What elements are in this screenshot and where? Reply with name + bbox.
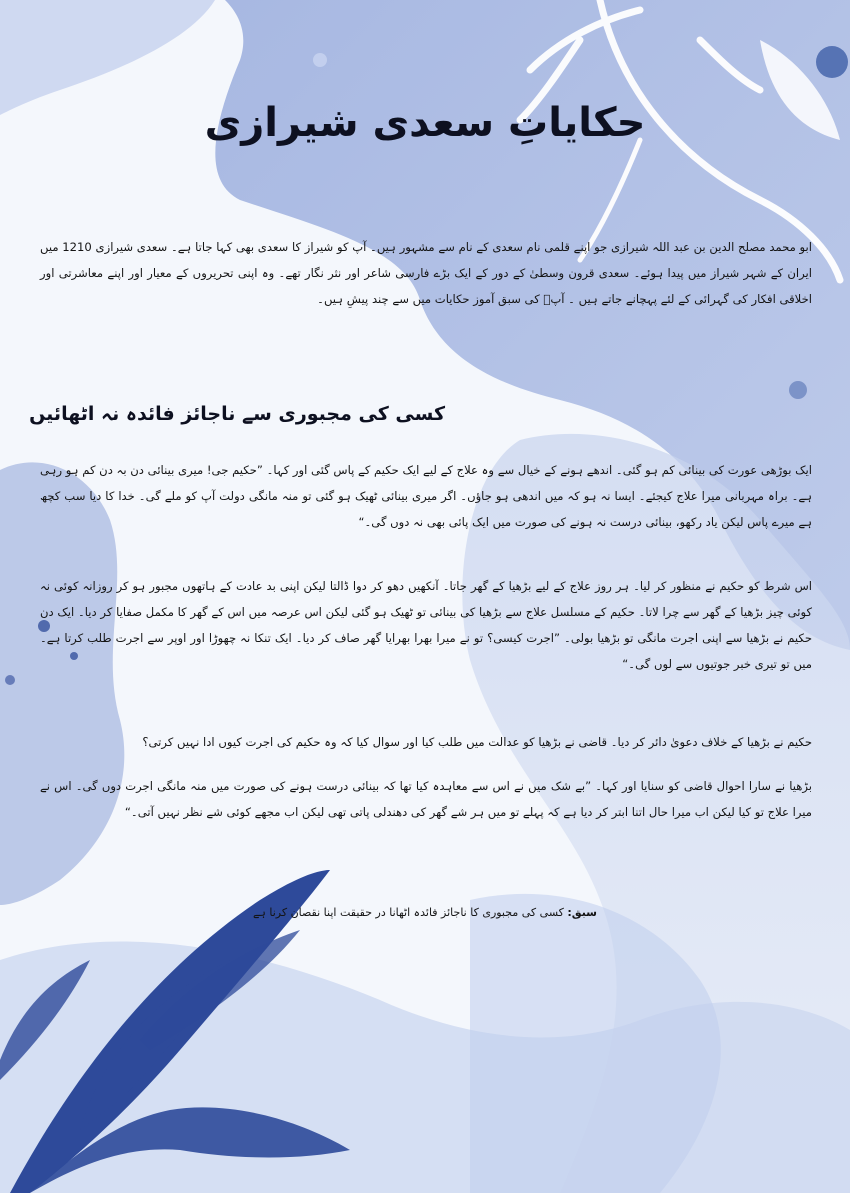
- moral-line: [0, 906, 850, 919]
- intro-paragraph: ابو محمد مصلح الدین بن عبد اللہ شیرازی جو اپنے قلمی نام سعدی کے نام سے مشہور ہیں۔ آپ کو شیراز کا سعدی بھی کہا جاتا ہے۔ سعدی شیرازی 1210 میں ایران کے شہر شیراز میں پیدا ہوئے۔ سعدی قرون وسطیٰ کے دور کے ایک بڑے فارسی شاعر اور نثر نگار تھے۔ وہ اپنی تحریروں کے معیار اور اپنے معاشرتی اور اخلاقی افکار کی گہرائی کے لئے پہچانے جاتے ہیں ۔ آپؒ کی سبق آموز حکایات میں سے چند پیشِ ہیں۔: [40, 240, 812, 306]
- story-heading: کسی کی مجبوری سے ناجائز فائدہ نہ اٹھائیں: [29, 403, 445, 425]
- story-paragraph-2: اس شرط کو حکیم نے منظور کر لیا۔ ہر روز علاج کے لیے بڑھیا کے گھر جاتا۔ آنکھیں دھو کر دوا ڈالتا لیکن اپنی بد عادت کے ہاتھوں مجبور ہو کر روزانہ کوئی نہ کوئی چیز بڑھیا کے گھر سے چرا لاتا۔ حکیم کے مسلسل علاج سے بڑھیا کی بینائی تو ٹھیک ہو گئی لیکن اس عرصہ میں اس کے گھر کا مکمل صفایا کر دیا۔ ایک دن حکیم نے بڑھیا سے اپنی اجرت مانگی تو بڑھیا بولی۔ ”اجرت کیسی؟ تو نے میرا بھرا بھرایا گھر صاف کر دیا۔ ایک تنکا نہ چھوڑا اور اوپر سے اجرت طلب کرتا ہے۔ میں تو تیری خبر جوتیوں سے لوں گی۔“: [40, 579, 812, 671]
- story-paragraph-1: ایک بوڑھی عورت کی بینائی کم ہو گئی۔ اندھے ہونے کے خیال سے وہ علاج کے لیے ایک حکیم کے پاس گئی اور کہا۔ ”حکیم جی! میری بینائی دن بہ دن کم ہو رہی ہے۔ براہ مہربانی میرا علاج کیجئے۔ ایسا نہ ہو کہ میں اندھی ہو جاؤں۔ اگر میری بینائی ٹھیک ہو گئی تو منہ مانگی دولت آپ کو ملے گی۔ خدا کا دیا سب کچھ ہے میرے پاس لیکن یاد رکھو، بینائی درست نہ ہونے کی صورت میں ایک پائی بھی نہ دوں گی۔“: [40, 463, 812, 529]
- story-paragraph-3: حکیم نے بڑھیا کے خلاف دعویٰ دائر کر دیا۔ قاضی نے بڑھیا کو عدالت میں طلب کیا اور سوال کیا کہ وہ حکیم کی اجرت کیوں ادا نہیں کرتی؟: [142, 735, 812, 749]
- moral-text: کسی کی مجبوری کا ناجائز فائدہ اٹھانا در حقیقت اپنا نقصان کرنا ہے: [252, 906, 564, 919]
- moral-label: سبق:: [567, 906, 597, 919]
- page-title: حکایاتِ سعدی شیرازی: [204, 100, 646, 146]
- story-paragraph-4: بڑھیا نے سارا احوال قاضی کو سنایا اور کہا۔ ”بے شک میں نے اس سے معاہدہ کیا تھا کہ بینائی درست ہونے کی صورت میں منہ مانگی اجرت دوں گی۔ اس نے میرا علاج تو کیا لیکن اب میرا حال اتنا ابتر کر دیا ہے کہ پہلے تو میں ہر شے گھر کی دھندلی پاتی تھی لیکن اب مجھے کوئی شے نظر نہیں آتی۔“: [40, 779, 812, 819]
